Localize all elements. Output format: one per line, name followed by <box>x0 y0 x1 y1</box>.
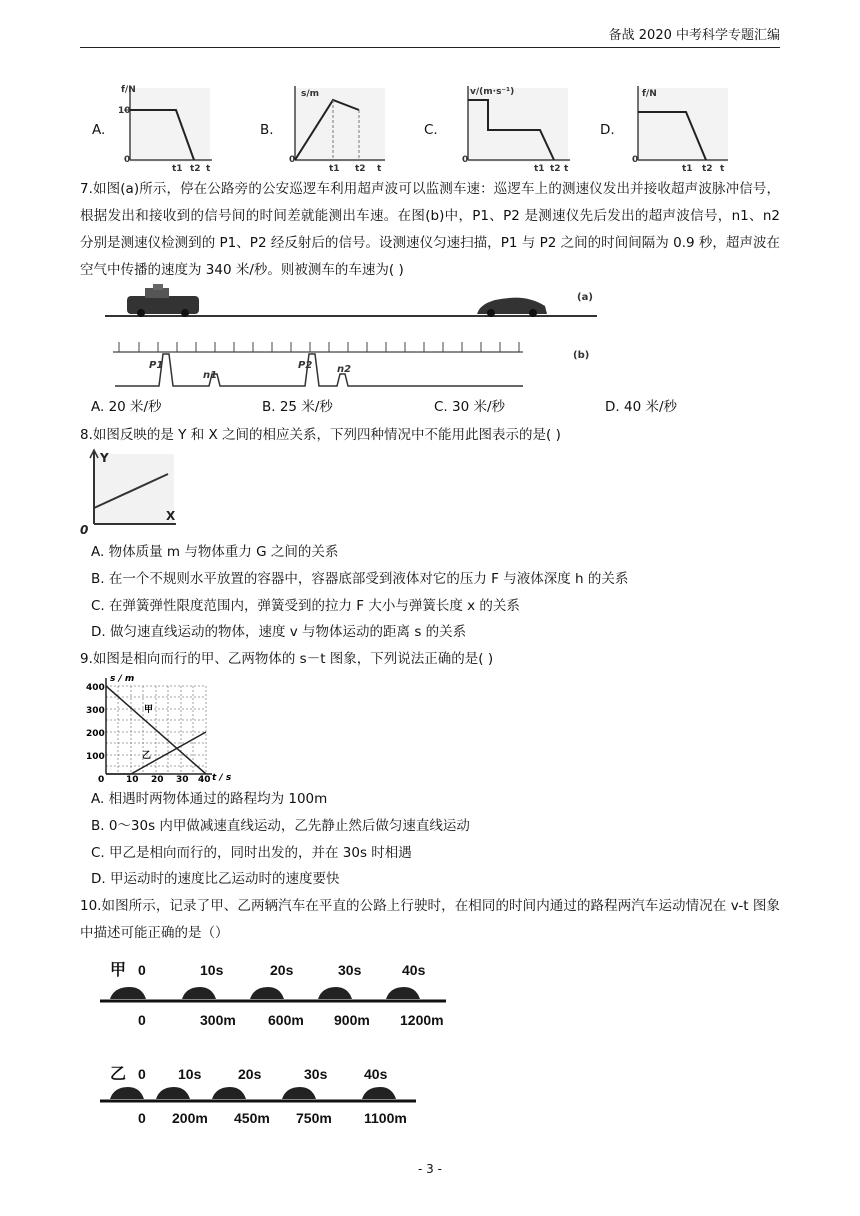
q9-ytick-100: 100 <box>86 752 105 762</box>
q8-stem: 8.如图反映的是 Y 和 X 之间的相应关系，下列四种情况中不能用此图表示的是( ) <box>80 427 561 443</box>
q6-a-origin: 0 <box>124 155 131 165</box>
q8-graph <box>80 448 180 536</box>
q8-axis-y: Y <box>100 451 109 465</box>
q9-xlabel: t / s <box>212 773 232 783</box>
q6-a-yval: 10 <box>118 106 131 116</box>
q9-origin: 0 <box>98 775 105 785</box>
car-icon <box>362 1087 396 1099</box>
q6-a-t2: t2 <box>190 164 201 174</box>
q10-stem: 10.如图所示，记录了甲、乙两辆汽车在平直的公路上行驶时，在相同的时间内通过的路程两汽车运动情况在 v-t 图象中描述可能正确的是（） <box>80 898 780 941</box>
q6-graph-d <box>628 82 738 174</box>
q6-a-ylabel: f/N <box>121 85 136 95</box>
q10-jia-time-2: 20s <box>270 962 294 978</box>
q7-n2-label: n2 <box>337 364 352 375</box>
q6-option-b-letter: B. <box>260 122 274 138</box>
q6-a-t1: t1 <box>172 164 183 174</box>
q9-option-a: A. 相遇时两物体通过的路程均为 100m <box>91 791 328 807</box>
q9-ytick-200: 200 <box>86 729 105 739</box>
q7-option-c: C. 30 米/秒 <box>434 399 506 415</box>
q8-option-c: C. 在弹簧弹性限度范围内，弹簧受到的拉力 F 大小与弹簧长度 x 的关系 <box>91 598 520 614</box>
q9-ytick-400: 400 <box>86 683 105 693</box>
q7-option-b: B. 25 米/秒 <box>262 399 333 415</box>
car-icon <box>386 987 420 999</box>
q10-jia-dist-3: 900m <box>334 1012 370 1028</box>
q6-b-t2: t2 <box>355 164 366 174</box>
q7-option-d: D. 40 米/秒 <box>605 399 677 415</box>
q10-yi-time-4: 40s <box>364 1066 388 1082</box>
q10-jia-dist-2: 600m <box>268 1012 304 1028</box>
q8-origin: 0 <box>80 523 89 537</box>
q10-yi-dist-3: 750m <box>296 1110 332 1126</box>
q7-fig-b-label: (b) <box>573 350 590 361</box>
q10-yi-dist-2: 450m <box>234 1110 270 1126</box>
q6-c-ylabel: v/(m·s⁻¹) <box>470 87 515 97</box>
q6-graph-a <box>120 82 220 174</box>
q6-d-t2: t2 <box>702 164 713 174</box>
q8-option-a: A. 物体质量 m 与物体重力 G 之间的关系 <box>91 544 339 560</box>
car-icon <box>250 987 284 999</box>
q10-yi-cars <box>110 1087 396 1099</box>
q8-option-d: D. 做匀速直线运动的物体，速度 v 与物体运动的距离 s 的关系 <box>91 624 467 640</box>
car-icon <box>182 987 216 999</box>
car-icon <box>282 1087 316 1099</box>
q9-label-yi: 乙 <box>142 751 152 761</box>
q6-b-t: t <box>377 164 382 174</box>
q6-a-t: t <box>206 164 211 174</box>
q7-fig-a-label: (a) <box>577 292 593 303</box>
car-icon <box>110 1087 144 1099</box>
target-car-icon <box>477 298 547 317</box>
q6-d-t: t <box>720 164 725 174</box>
q9-label-jia: 甲 <box>144 705 154 715</box>
q6-c-t2: t2 <box>550 164 561 174</box>
q6-b-ylabel: s/m <box>301 89 320 99</box>
q7-figure <box>105 282 625 392</box>
car-icon <box>110 987 146 999</box>
q7-option-a: A. 20 米/秒 <box>91 399 162 415</box>
q6-d-origin: 0 <box>632 155 639 165</box>
q10-figure <box>96 955 466 1125</box>
car-icon <box>318 987 352 999</box>
q10-jia-dist-0: 0 <box>138 1012 146 1028</box>
q10-yi-time-3: 30s <box>304 1066 328 1082</box>
q7-p2-label: P2 <box>298 360 313 371</box>
q9-option-d: D. 甲运动时的速度比乙运动时的速度要快 <box>91 871 340 887</box>
q6-options <box>80 82 780 174</box>
q6-c-origin: 0 <box>462 155 469 165</box>
q9-xtick-30: 30 <box>176 775 189 785</box>
header-title: 备战 2020 中考科学专题汇编 <box>608 28 780 43</box>
q9-ylabel: s / m <box>110 674 135 684</box>
q10-jia-cars <box>110 987 420 999</box>
q9-option-c: C. 甲乙是相向而行的，同时出发的，并在 30s 时相遇 <box>91 845 412 861</box>
q7-stem: 7.如图(a)所示，停在公路旁的公安巡逻车利用超声波可以监测车速：巡逻车上的测速仪发出并接收超声波脉冲信号，根据发出和接收到的信号间的时间差就能测出车速。在图(b)中，P1、P2 是测速仪先后发出的超声波信号，n1、n2 分别是测速仪检测到的 P1、P2 经反射后的信号。设测速仪匀速扫描，P1 与 P2 之间的时间间隔为 0.9 秒，超声波在空气中传播的速度为 340 米/秒。则被测车的车速为( ) <box>80 181 780 278</box>
q8-option-b: B. 在一个不规则水平放置的容器中，容器底部受到液体对它的压力 F 与液体深度 h 的关系 <box>91 571 629 587</box>
q10-jia-dist-4: 1200m <box>400 1012 444 1028</box>
q7-n1-label: n1 <box>203 370 218 381</box>
q7-p1-label: P1 <box>149 360 164 371</box>
q6-b-t1: t1 <box>329 164 340 174</box>
q9-graph <box>84 672 244 784</box>
q10-jia-time-1: 10s <box>200 962 224 978</box>
q6-graph-c <box>458 82 578 174</box>
page-number: - 3 - <box>418 1162 442 1176</box>
q9-xtick-40: 40 <box>198 775 211 785</box>
q10-jia-time-0: 0 <box>138 962 146 978</box>
q10-yi-dist-1: 200m <box>172 1110 208 1126</box>
scan-ticks <box>119 342 519 352</box>
q6-option-c-letter: C. <box>424 122 438 138</box>
q6-b-origin: 0 <box>289 155 296 165</box>
q6-d-t1: t1 <box>682 164 693 174</box>
q10-yi-name: 乙 <box>110 1066 127 1083</box>
q6-option-d-letter: D. <box>600 122 615 138</box>
q9-xtick-20: 20 <box>151 775 164 785</box>
q9-ytick-300: 300 <box>86 706 105 716</box>
q9-stem: 9.如图是相向而行的甲、乙两物体的 s－t 图象，下列说法正确的是( ) <box>80 651 494 667</box>
q10-yi-time-1: 10s <box>178 1066 202 1082</box>
patrol-car-icon <box>127 284 199 317</box>
q10-jia-time-3: 30s <box>338 962 362 978</box>
q10-jia-name: 甲 <box>110 962 127 979</box>
q10-yi-dist-4: 1100m <box>364 1110 407 1126</box>
q10-yi-time-0: 0 <box>138 1066 146 1082</box>
q8-axis-x: X <box>166 509 176 523</box>
q6-option-a-letter: A. <box>92 122 106 138</box>
q6-d-ylabel: f/N <box>642 89 657 99</box>
q9-xtick-10: 10 <box>126 775 139 785</box>
car-icon <box>156 1087 190 1099</box>
q10-yi-dist-0: 0 <box>138 1110 146 1126</box>
header-rule <box>80 47 780 48</box>
q6-c-t1: t1 <box>534 164 545 174</box>
q9-option-b: B. 0～30s 内甲做减速直线运动，乙先静止然后做匀速直线运动 <box>91 818 470 834</box>
q10-yi-time-2: 20s <box>238 1066 262 1082</box>
q10-jia-time-4: 40s <box>402 962 426 978</box>
q10-jia-dist-1: 300m <box>200 1012 236 1028</box>
q6-graph-b <box>285 82 395 174</box>
q6-c-t: t <box>564 164 569 174</box>
car-icon <box>212 1087 246 1099</box>
